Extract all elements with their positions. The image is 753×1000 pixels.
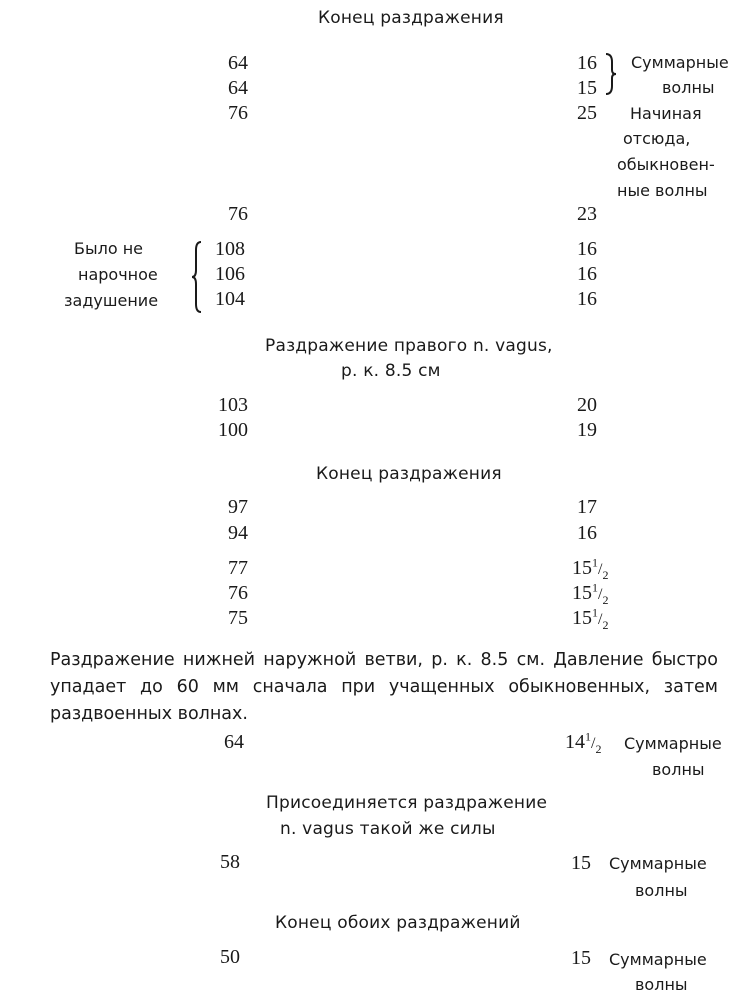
note-waves: волны <box>662 78 715 97</box>
right-value-fraction: $15^1/_2$ <box>572 555 609 582</box>
left-value: 75 <box>228 607 248 629</box>
section-heading-end-stimulation: Конец раздражения <box>318 8 504 28</box>
right-brace-icon <box>604 52 618 96</box>
right-value-fraction: $15^1/_2$ <box>572 580 609 607</box>
right-value: 16 <box>577 238 597 260</box>
note-starting-here: Начиная <box>630 104 702 123</box>
section-heading-right-vagus: Раздражение правого n. vagus, <box>265 336 553 356</box>
note-waves: волны <box>652 760 705 779</box>
paragraph-line: Раздражение нижней наружной ветви, р. к. 8.5 см. Давление быстро <box>50 650 718 670</box>
note-accidental-suffocation: задушение <box>64 291 159 310</box>
right-value: 15 <box>571 947 591 969</box>
right-value-fraction: $15^1/_2$ <box>572 605 609 632</box>
right-value: 16 <box>577 522 597 544</box>
section-heading-vagus-same-strength: n. vagus такой же силы <box>280 819 496 839</box>
right-value: 19 <box>577 419 597 441</box>
right-value: 16 <box>577 288 597 310</box>
section-heading-end-both-stimulations: Конец обоих раздражений <box>275 913 521 933</box>
note-waves: волны <box>635 881 688 900</box>
left-brace-icon <box>190 240 204 314</box>
note-summary-waves: Суммарные <box>624 734 722 753</box>
left-value: 64 <box>228 77 248 99</box>
note-accidental-suffocation: Было не <box>74 239 144 258</box>
left-value: 97 <box>228 496 248 518</box>
note-accidental-suffocation: нарочное <box>78 265 158 284</box>
left-value: 76 <box>228 102 248 124</box>
note-starting-here: обыкновен- <box>617 155 715 174</box>
right-value: 23 <box>577 203 597 225</box>
note-waves: волны <box>635 975 688 994</box>
left-value: 76 <box>228 203 248 225</box>
note-starting-here: отсюда, <box>623 129 691 148</box>
right-value: 25 <box>577 102 597 124</box>
note-summary-waves: Суммарные <box>609 854 707 873</box>
left-value: 64 <box>228 52 248 74</box>
left-value: 106 <box>215 263 245 285</box>
section-heading-added-stimulation: Присоединяется раздражение <box>266 793 548 813</box>
note-starting-here: ные волны <box>617 181 708 200</box>
note-summary-waves: Суммарные <box>609 950 707 969</box>
paragraph-line: упадает до 60 мм сначала при учащенных обыкновенных, затем раздвоенных волнах. <box>50 677 718 724</box>
section-heading-coil-distance: р. к. 8.5 см <box>341 361 441 381</box>
right-value: 15 <box>571 852 591 874</box>
left-value: 108 <box>215 238 245 260</box>
section-heading-end-stimulation: Конец раздражения <box>316 464 502 484</box>
left-value: 50 <box>220 946 240 968</box>
left-value: 58 <box>220 851 240 873</box>
left-value: 103 <box>218 394 248 416</box>
left-value: 77 <box>228 557 248 579</box>
left-value: 64 <box>224 731 244 753</box>
left-value: 104 <box>215 288 245 310</box>
right-value: 15 <box>577 77 597 99</box>
left-value: 94 <box>228 522 248 544</box>
right-value-fraction: $14^1/_2$ <box>565 729 602 756</box>
paragraph-lower-branch-stimulation <box>50 647 718 728</box>
left-value: 76 <box>228 582 248 604</box>
right-value: 20 <box>577 394 597 416</box>
right-value: 16 <box>577 52 597 74</box>
left-value: 100 <box>218 419 248 441</box>
note-summary-waves: Суммарные <box>631 53 729 72</box>
right-value: 16 <box>577 263 597 285</box>
right-value: 17 <box>577 496 597 518</box>
